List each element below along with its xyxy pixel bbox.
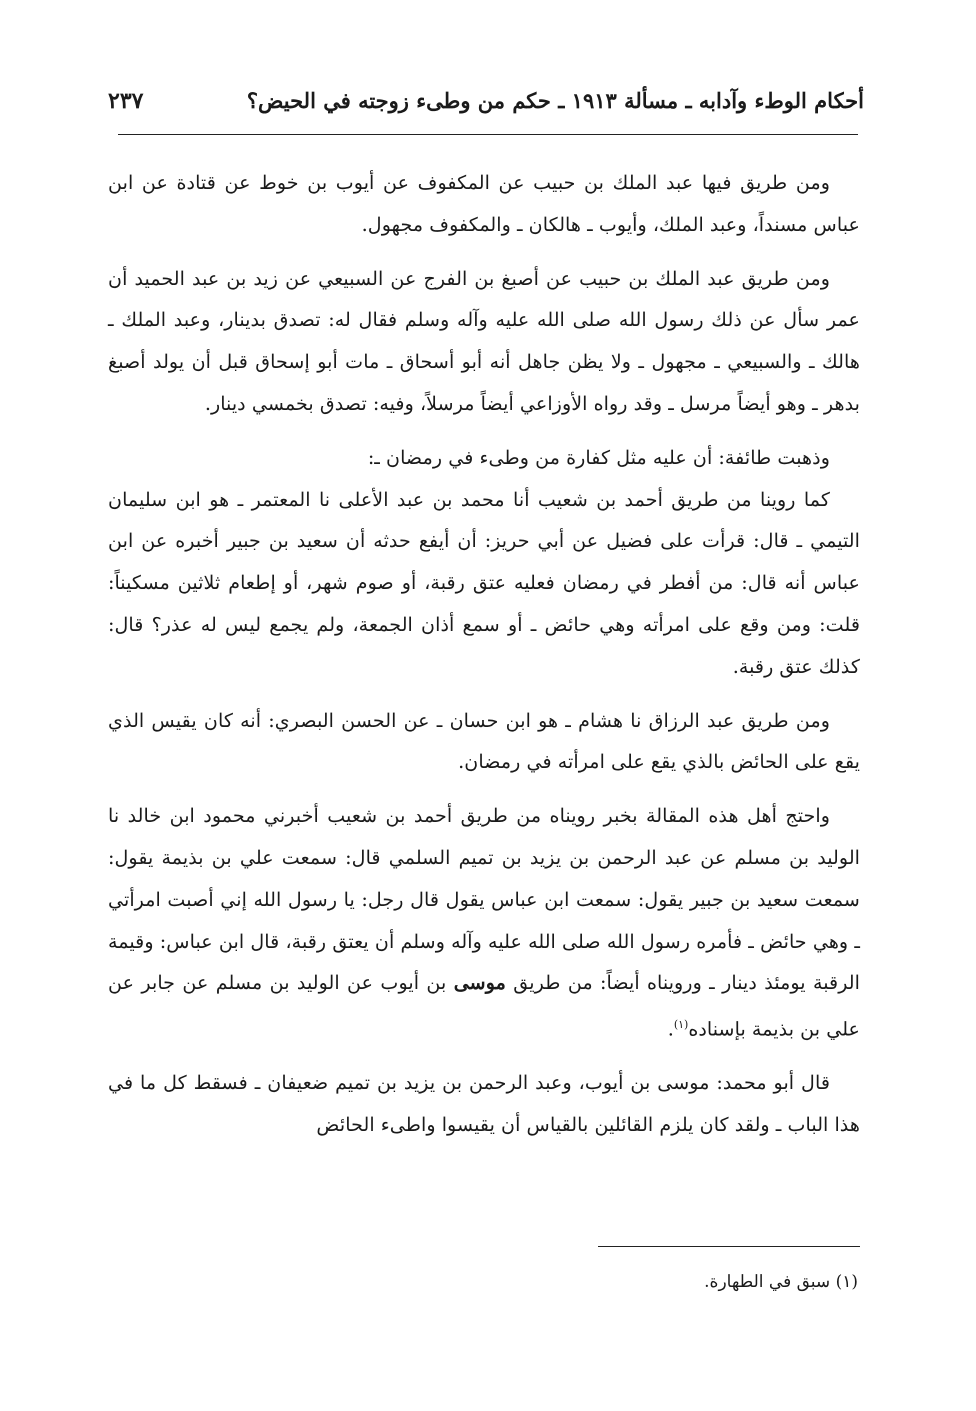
running-title: أحكام الوطء وآدابه ـ مسألة ١٩١٣ ـ حكم من وطىء زوجته في الحيض؟ — [246, 88, 864, 113]
paragraph-3: وذهبت طائفة: أن عليه مثل كفارة من وطىء في رمضان ـ: — [367, 445, 830, 469]
paragraph-2: ومن طريق عبد الملك بن حبيب عن أصبغ بن الفرج عن السبيعي عن زيد بن عبد الحميد أن عمر سأل عن ذلك رسول الله صلى الله عليه وآله وسلم فقال له: تصدق بدينار، وعبد الملك ـ هالك ـ والسبيعي ـ مجهول ـ ولا يظن جاهل أنه أبو أسحاق ـ مات أبو إسحاق قبل أن يولد أصبغ بدهر ـ وهو أيضاً مرسل ـ وقد رواه الأوزاعي أيضاً مرسلاً، وفيه: تصدق بخمسي دينار. — [108, 266, 860, 415]
footnote-marker: (١) — [673, 1018, 689, 1032]
paragraph-5: ومن طريق عبد الرزاق نا هشام ـ هو ابن حسان ـ عن الحسن البصري: أنه كان يقيس الذي يقع على الحائض بالذي يقع على امرأته في رمضان. — [108, 708, 860, 774]
paragraph-6-text: واحتج أهل هذه المقالة بخبر رويناه من طريق أحمد بن شعيب أخبرني محمود ابن خالد نا الوليد بن مسلم عن عبد الرحمن بن يزيد بن تميم السلمي قال: سمعت علي بن بذيمة يقول: سمعت سعيد بن جبير يقول: سمعت ابن عباس يقول قال رجل: يا رسول الله إني أصبت امرأتي ـ وهي حائض ـ فأمره رسول الله صلى الله عليه وآله وسلم أن يعتق رقبة، قال ابن عباس: وقيمة الرقبة يومئذ دينار ـ ورويناه أيضاً: من طريق — [108, 804, 860, 995]
paragraph-1: ومن طريق فيها عبد الملك بن حبيب عن المكفوف عن أيوب بن خوط عن قتادة عن ابن عباس مسنداً، وعبد الملك، وأيوب ـ هالكان ـ والمكفوف مجهول. — [108, 171, 860, 236]
paragraph-7: قال أبو محمد: موسى بن أيوب، وعبد الرحمن بن يزيد بن تميم ضعيفان ـ فسقط كل ما في هذا الباب ـ ولقد كان يلزم القائلين بالقياس أن يقيسوا واطىء الحائض — [108, 1071, 860, 1137]
header-rule — [118, 134, 858, 135]
paragraph-4: كما روينا من طريق أحمد بن شعيب أنا محمد بن عبد الأعلى نا المعتمر ـ هو ابن سليمان التيمي ـ قال: قرأت على فضيل عن أبي حريز: أن أيفع حدثه أن سعيد بن جبير أخبره عن ابن عباس أنه قال: من أفطر في رمضان فعليه عتق رقبة، أو صوم شهر، أو إطعام ثلاثين مسكيناً: قلت: ومن وقع على امرأته وهي حائض ـ أو سمع أذان الجمعة، ولم يجمع ليس له عذر؟ قال: كذلك عتق رقبة. — [108, 487, 860, 678]
page-number: ٢٣٧ — [108, 88, 144, 114]
main-text — [108, 162, 860, 1158]
bold-name: موسى — [453, 971, 506, 995]
footnote: (١) سبق في الطهارة. — [704, 1272, 858, 1292]
paragraph-6-end: بن أيوب عن الوليد بن مسلم عن جابر عن علي بن بذيمة بإسناده — [108, 971, 860, 1041]
paragraph-6: واحتج أهل هذه المقالة بخبر رويناه من طريق أحمد بن شعيب أخبرني محمود ابن خالد نا الوليد بن مسلم عن عبد الرحمن بن يزيد بن تميم السلمي قال: سمعت علي بن بذيمة يقول: سمعت سعيد بن جبير يقول: سمعت ابن عباس يقول قال رجل: يا رسول الله إني أصبت امرأتي ـ وهي حائض ـ فأمره رسول الله صلى الله عليه وآله وسلم أن يعتق رقبة، قال ابن عباس: وقيمة الرقبة يومئذ دينار ـ ورويناه أيضاً: من طريق موسى بن أيوب عن الوليد بن مسلم عن جابر عن علي بن بذيمة بإسناده$^{(١)}$. — [108, 804, 860, 1041]
footnote-rule — [598, 1246, 860, 1247]
page-header — [108, 88, 864, 128]
